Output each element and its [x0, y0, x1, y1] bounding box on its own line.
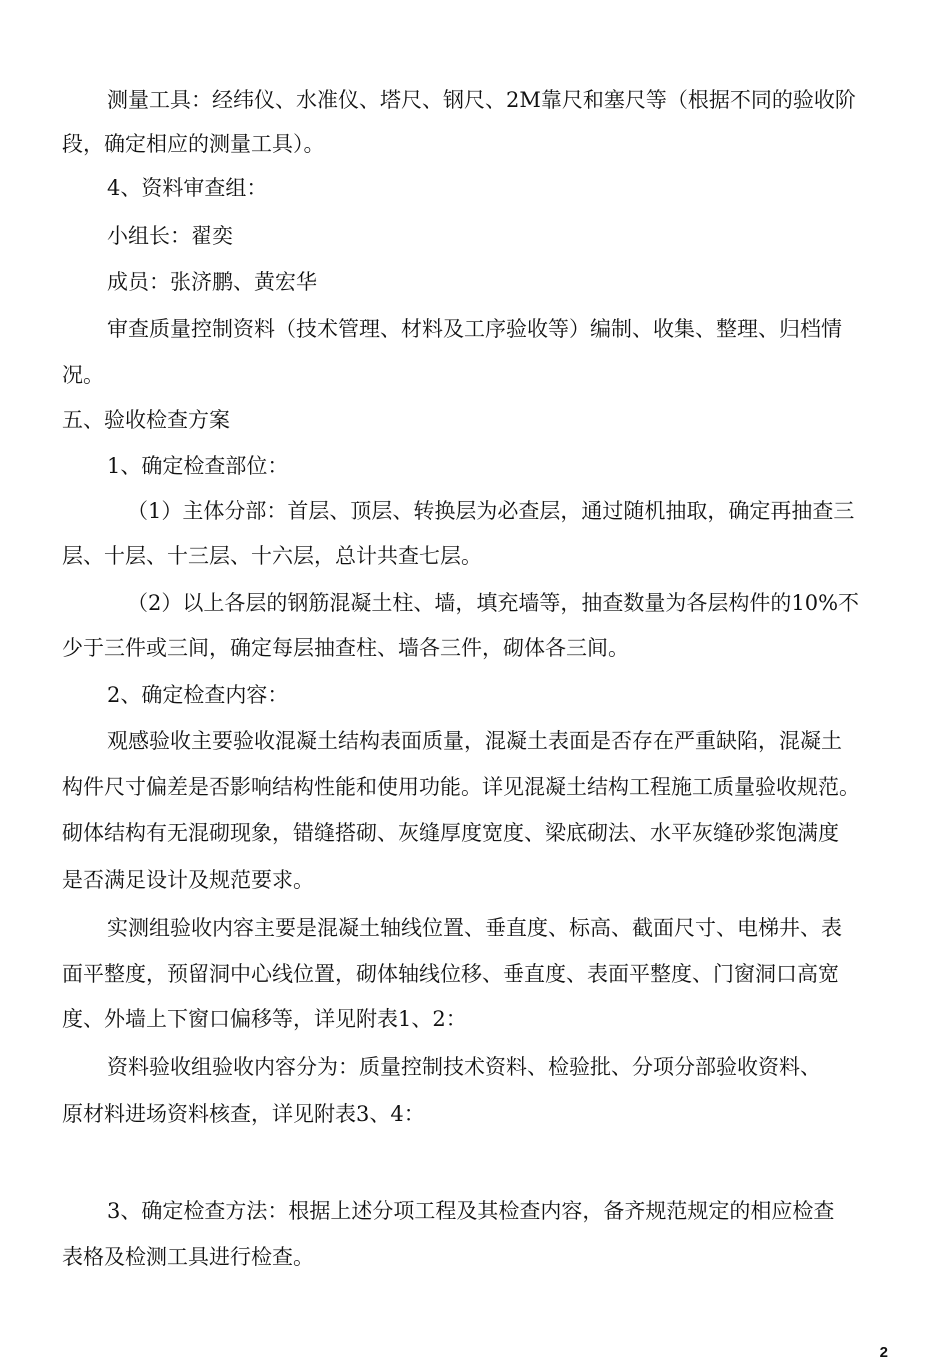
text-line: 成员：张济鹏、黄宏华 — [107, 270, 317, 294]
text-line: 砌体结构有无混砌现象，错缝搭砌、灰缝厚度宽度、梁底砌法、水平灰缝砂浆饱满度 — [62, 821, 839, 845]
section-heading: 五、验收检查方案 — [62, 408, 230, 432]
text-line: 层、十层、十三层、十六层，总计共查七层。 — [62, 544, 482, 568]
text-line: 构件尺寸偏差是否影响结构性能和使用功能。详见混凝土结构工程施工质量验收规范。 — [62, 775, 860, 799]
text-line: 段，确定相应的测量工具）。 — [62, 132, 325, 156]
text-line: 小组长：翟奕 — [107, 224, 233, 248]
text-line: （2）以上各层的钢筋混凝土柱、墙，填充墙等，抽查数量为各层构件的10%不 — [127, 591, 860, 615]
text-line: 审查质量控制资料（技术管理、材料及工序验收等）编制、收集、整理、归档情 — [107, 317, 842, 341]
text-line: （1）主体分部：首层、顶层、转换层为必查层，通过随机抽取，确定再抽查三 — [127, 499, 855, 523]
text-line: 少于三件或三间，确定每层抽查柱、墙各三件，砌体各三间。 — [62, 636, 629, 660]
text-line: 度、外墙上下窗口偏移等，详见附表1、2： — [62, 1007, 467, 1031]
page-number: 2 — [879, 1344, 888, 1361]
text-line: 原材料进场资料核查，详见附表3、4： — [62, 1102, 425, 1126]
section-heading: 2、确定检查内容： — [107, 683, 289, 707]
section-heading: 1、确定检查部位： — [107, 454, 289, 478]
text-line: 实测组验收内容主要是混凝土轴线位置、垂直度、标高、截面尺寸、电梯井、表 — [107, 916, 842, 940]
text-line: 观感验收主要验收混凝土结构表面质量，混凝土表面是否存在严重缺陷，混凝土 — [107, 729, 842, 753]
text-line: 资料验收组验收内容分为：质量控制技术资料、检验批、分项分部验收资料、 — [107, 1055, 821, 1079]
section-heading: 3、确定检查方法：根据上述分项工程及其检查内容，备齐规范规定的相应检查 — [107, 1199, 835, 1223]
text-line: 面平整度，预留洞中心线位置，砌体轴线位移、垂直度、表面平整度、门窗洞口高宽 — [62, 962, 839, 986]
text-line: 表格及检测工具进行检查。 — [62, 1245, 314, 1269]
section-heading: 4、资料审查组： — [107, 176, 268, 200]
text-line: 测量工具：经纬仪、水准仪、塔尺、钢尺、2M靠尺和塞尺等（根据不同的验收阶 — [107, 88, 856, 112]
text-line: 是否满足设计及规范要求。 — [62, 868, 314, 892]
text-line: 况。 — [62, 363, 104, 387]
